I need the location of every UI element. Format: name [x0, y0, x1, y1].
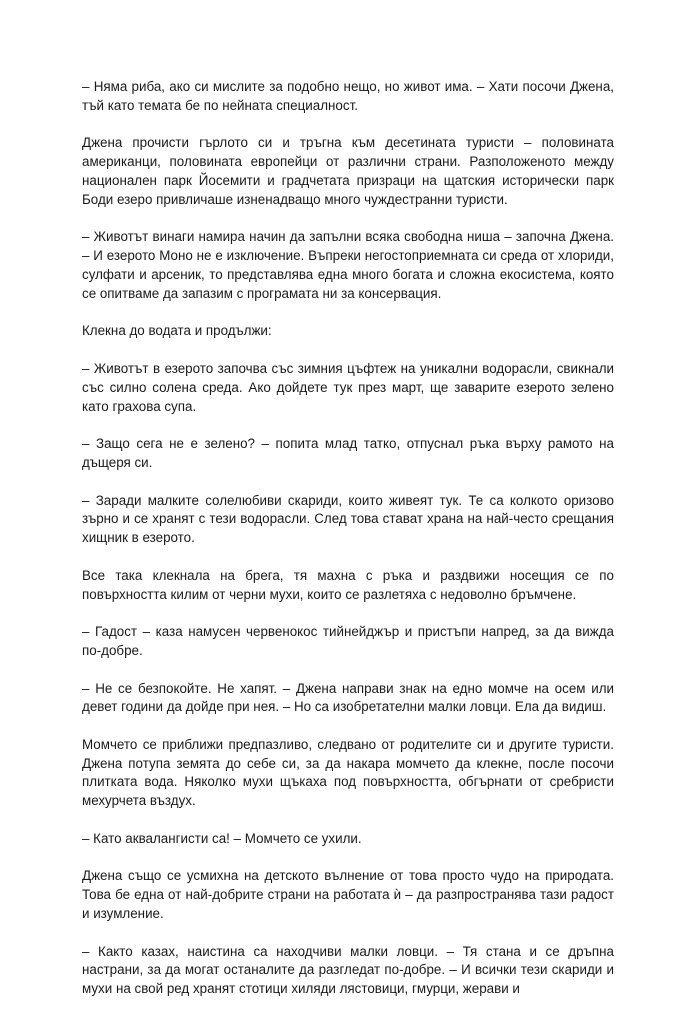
paragraph-2: Джена прочисти гърлото си и тръгна към десетината туристи – половината американци, половината европейци от различни страни. Разположеното между национален парк Йосемити и градчетата призраци на щатския исторически парк Боди езеро привличаше изненадващо много чуждестранни туристи.: [82, 135, 614, 207]
paragraph-7: – Заради малките солелюбиви скариди, които живеят тук. Те са колкото оризово зърно и се хранят с тези водорасли. След това стават храна на най-често срещания хищник в езерото.: [82, 492, 614, 546]
paragraph-1: – Няма риба, ако си мислите за подобно нещо, но живот има. – Хати посочи Джена, тъй като темата бе по нейната специалност.: [82, 79, 614, 113]
paragraph-14: – Както казах, наистина са находчиви малки ловци. – Тя стана и се дръпна настрани, за да могат останалите да разгледат по-добре. – И всички тези скариди и мухи на свой ред хранят стотици хиляди лястовици, гмурци, жерави и: [82, 943, 614, 997]
paragraph-12: – Като аквалангисти са! – Момчето се ухили.: [82, 830, 362, 846]
paragraph-13: Джена също се усмихна на детското вълнение от това просто чудо на природата. Това бе една от най-добрите страни на работата ѝ – да разпространява тази радост и изумление.: [82, 868, 614, 922]
paragraph-5: – Животът в езерото започва със зимния цъфтеж на уникални водорасли, свикнали със силно солена среда. Ако дойдете тук през март, ще заварите езерото зелено като грахова супа.: [82, 360, 614, 414]
paragraph-8: Все така клекнала на брега, тя махна с ръка и раздвижи носещия се по повърхността килим от черни мухи, които се разлетяха с недоволно бръмчене.: [82, 567, 614, 602]
paragraph-10: – Не се безпокойте. Не хапят. – Джена направи знак на едно момче на осем или девет години да дойде при нея. – Но са изобретателни малки ловци. Ела да видиш.: [82, 680, 614, 715]
paragraph-3: – Животът винаги намира начин да запълни всяка свободна ниша – започна Джена. – И езерото Моно не е изключение. Въпреки негостоприемната си среда от хлориди, сулфати и арсеник, то представлява една много богата и сложна екосистема, която се опитваме да запазим с програмата ни за консервация.: [82, 229, 614, 301]
paragraph-11: Момчето се приближи предпазливо, следвано от родителите си и другите туристи. Джена потупа земята до себе си, за да накара момчето да клекне, после посочи плитката вода. Няколко мухи щъкаха под повърхността, обгърнати от сребристи мехурчета въздух.: [82, 736, 614, 809]
paragraph-4: Клекна до водата и продължи:: [82, 323, 272, 339]
text-body: [82, 78, 614, 1018]
paragraph-9: – Гадост – каза намусен червенокос тийнейджър и пристъпи напред, за да вижда по-добре.: [82, 624, 614, 658]
paragraph-6: – Защо сега не е зелено? – попита млад татко, отпуснал ръка върху рамото на дъщеря си.: [82, 436, 614, 470]
